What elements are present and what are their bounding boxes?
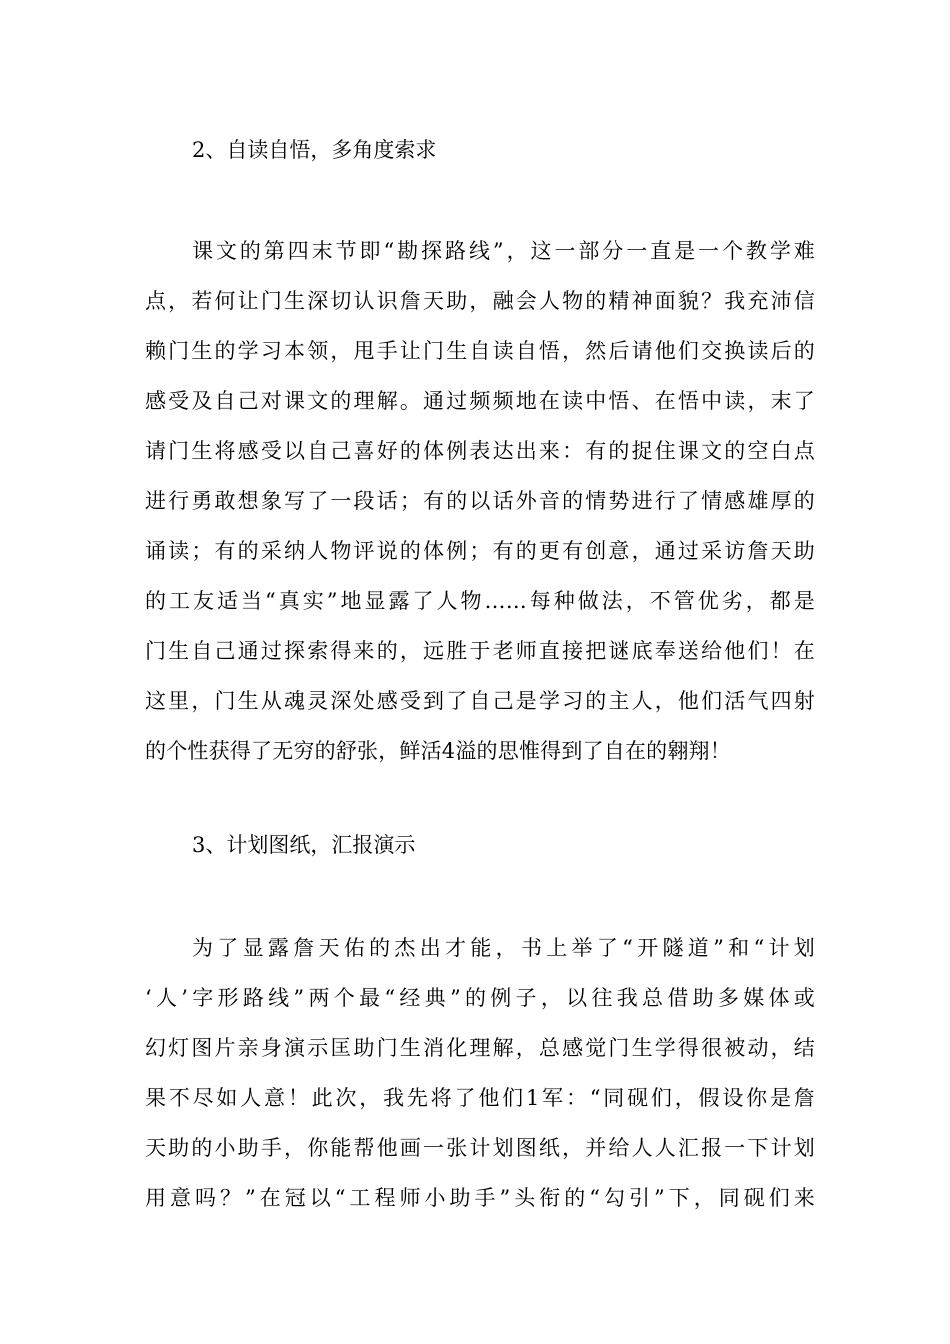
paragraph-line: 点，若何让门生深切认识詹天助，融会人物的精神面貌？我充沛信 — [145, 289, 815, 313]
paragraph-line: 诵读；有的采纳人物评说的体例；有的更有创意，通过采访詹天助 — [145, 539, 815, 563]
paragraph-line: 为了显露詹天佑的杰出才能，书上举了“开隧道”和“计划 — [192, 936, 815, 960]
paragraph-line: 这里，门生从魂灵深处感受到了自己是学习的主人，他们活气四射 — [145, 689, 815, 713]
paragraph-line: 进行勇敢想象写了一段话；有的以话外音的情势进行了情感雄厚的 — [145, 489, 815, 513]
paragraph-line: 赖门生的学习本领，甩手让门生自读自悟，然后请他们交换读后的 — [145, 339, 815, 363]
paragraph-line: 的工友适当“真实”地显露了人物……每种做法，不管优劣，都是 — [145, 589, 815, 613]
paragraph-line: 的个性获得了无穷的舒张，鲜活4溢的思惟得到了自在的翱翔！ — [145, 739, 731, 763]
paragraph-2 — [145, 932, 815, 1232]
paragraph-line: 天助的小助手，你能帮他画一张计划图纸，并给人人汇报一下计划 — [145, 1136, 815, 1160]
paragraph-line: 果不尽如人意！此次，我先将了他们1军：“同砚们，假设你是詹 — [145, 1086, 815, 1110]
paragraph-line: 门生自己通过探索得来的，远胜于老师直接把谜底奉送给他们！在 — [145, 639, 815, 663]
section-heading-2: 2、自读自悟，多角度索求 — [192, 138, 437, 162]
paragraph-line: 感受及自己对课文的理解。通过频频地在读中悟、在悟中读，末了 — [145, 389, 815, 413]
paragraph-line: ‘人’字形路线”两个最“经典”的例子，以往我总借助多媒体或 — [145, 986, 815, 1010]
paragraph-line: 用意吗？”在冠以“工程师小助手”头衔的“勾引”下，同砚们来 — [145, 1186, 815, 1210]
paragraph-1 — [145, 235, 815, 785]
paragraph-line: 课文的第四末节即“勘探路线”，这一部分一直是一个教学难 — [192, 239, 815, 263]
paragraph-line: 请门生将感受以自己喜好的体例表达出来：有的捉住课文的空白点 — [145, 439, 815, 463]
section-heading-3: 3、计划图纸，汇报演示 — [192, 833, 416, 857]
paragraph-line: 幻灯图片亲身演示匡助门生消化理解，总感觉门生学得很被动，结 — [145, 1036, 815, 1060]
